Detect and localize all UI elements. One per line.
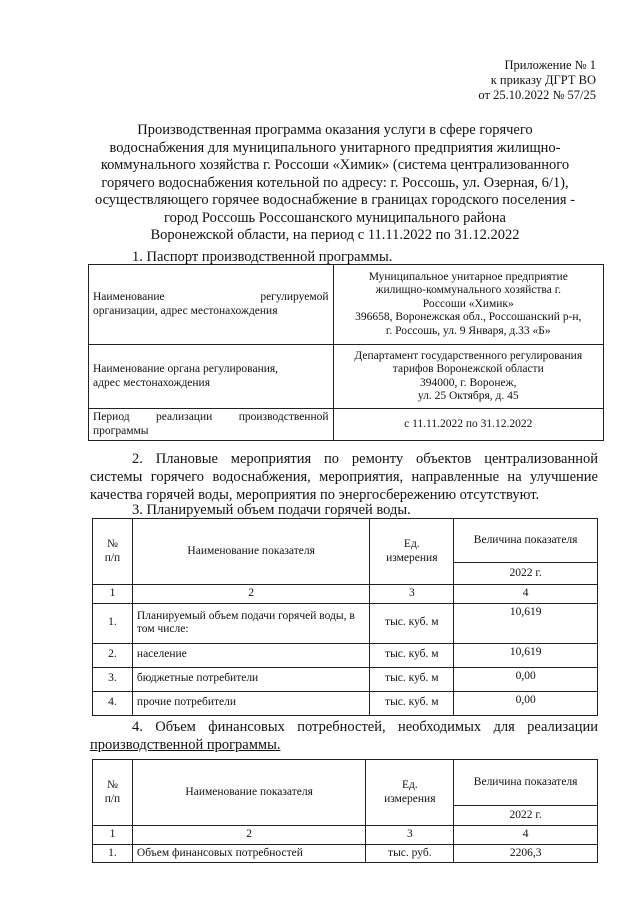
row-name: прочие потребители bbox=[132, 691, 369, 715]
appendix-line: к приказу ДГРТ ВО bbox=[490, 73, 596, 87]
column-number-row bbox=[93, 585, 598, 604]
para-line: системы горячего водоснабжения, мероприятия, направленные на улучшение bbox=[90, 469, 598, 485]
table-row bbox=[93, 844, 598, 863]
row-value: 0,00 bbox=[454, 667, 598, 691]
row-name: Объем финансовых потребностей bbox=[132, 844, 365, 863]
column-number: 4 bbox=[454, 826, 598, 845]
row-unit: тыс. куб. м bbox=[370, 603, 454, 643]
row-unit: тыс. куб. м bbox=[370, 643, 454, 667]
header-cell-unit: Ед. измерения bbox=[370, 519, 454, 585]
header-cell-year: 2022 г. bbox=[454, 563, 598, 585]
header-cell-number: № п/п bbox=[93, 519, 133, 585]
cell-text: адрес местонахождения bbox=[93, 376, 211, 389]
title-line: Производственная программа оказания услуги в сфере горячего bbox=[137, 122, 533, 138]
row-number: 1. bbox=[93, 603, 133, 643]
row-value: 10,619 bbox=[454, 643, 598, 667]
table-row bbox=[93, 667, 598, 691]
row-value: 0,00 bbox=[454, 691, 598, 715]
table-row bbox=[93, 691, 598, 715]
title-line: водоснабжения для муниципального унитарного предприятия жилищно- bbox=[109, 139, 561, 156]
para-line: 4. Объем финансовых потребностей, необходимых для реализации bbox=[132, 719, 598, 735]
row-unit: тыс. куб. м bbox=[370, 691, 454, 715]
section2-text bbox=[90, 450, 598, 504]
row-name: население bbox=[132, 643, 369, 667]
row-name: бюджетные потребители bbox=[132, 667, 369, 691]
table-header-row bbox=[93, 519, 598, 563]
row-number: 1. bbox=[93, 844, 133, 863]
table-cell bbox=[89, 345, 334, 409]
finance-table bbox=[92, 759, 598, 863]
column-number: 3 bbox=[370, 585, 454, 604]
row-number: 2. bbox=[93, 643, 133, 667]
table-row bbox=[89, 409, 604, 441]
title-line: город Россошь Россошанского муниципального района bbox=[163, 209, 506, 226]
section3-heading: 3. Планируемый объем подачи горячей воды. bbox=[132, 502, 411, 518]
header-cell-number: № п/п bbox=[93, 760, 133, 826]
table-row bbox=[93, 643, 598, 667]
header-cell-unit: Ед. измерения bbox=[366, 760, 454, 826]
row-value: 10,619 bbox=[454, 603, 598, 643]
table-cell bbox=[333, 265, 603, 345]
cell-text: 396658, Воронежская обл., Россошанский р-н, bbox=[355, 311, 582, 324]
appendix-note bbox=[478, 58, 596, 103]
appendix-line: Приложение № 1 bbox=[504, 58, 596, 72]
header-cell-name: Наименование показателя bbox=[132, 760, 365, 826]
cell-text: организации, адрес местонахождения bbox=[93, 304, 278, 317]
header-cell-value: Величина показателя bbox=[454, 519, 598, 563]
cell-text: программы bbox=[93, 424, 149, 437]
section4-text bbox=[90, 718, 598, 754]
cell-text: Наименование органа регулирования, bbox=[93, 363, 279, 375]
section1-heading: 1. Паспорт производственной программы. bbox=[132, 249, 393, 265]
row-unit: тыс. куб. м bbox=[370, 667, 454, 691]
cell-text: с 11.11.2022 по 31.12.2022 bbox=[404, 417, 533, 430]
column-number-row bbox=[93, 826, 598, 845]
cell-text: Период реализации производственной bbox=[93, 411, 329, 423]
header-cell-year: 2022 г. bbox=[454, 806, 598, 826]
row-unit: тыс. руб. bbox=[366, 844, 454, 863]
row-number: 3. bbox=[93, 667, 133, 691]
cell-text: жилищно-коммунального хозяйства г. bbox=[375, 284, 561, 297]
header-cell-name: Наименование показателя bbox=[132, 519, 369, 585]
table-cell bbox=[333, 409, 603, 441]
cell-text: Россоши «Химик» bbox=[422, 297, 514, 310]
row-number: 4. bbox=[93, 691, 133, 715]
title-line: горячего водоснабжения котельной по адресу: г. Россошь, ул. Озерная, 6/1), bbox=[101, 174, 569, 191]
table-cell bbox=[89, 409, 334, 441]
row-name: Планируемый объем подачи горячей воды, в том числе: bbox=[132, 603, 369, 643]
table-row bbox=[89, 345, 604, 409]
column-number: 1 bbox=[93, 585, 133, 604]
cell-text: ул. 25 Октября, д. 45 bbox=[417, 390, 519, 402]
cell-text: Наименование регулируемой bbox=[93, 291, 329, 303]
row-value: 2206,3 bbox=[454, 844, 598, 863]
volume-table bbox=[92, 518, 598, 716]
para-line: качества горячей воды, мероприятия по энергосбережению отсутствуют. bbox=[90, 487, 540, 503]
title-line: Воронежской области, на период с 11.11.2022 по 31.12.2022 bbox=[150, 227, 520, 243]
passport-table bbox=[88, 264, 604, 441]
title-line: коммунального хозяйства г. Россоши «Химик» (система централизованного bbox=[100, 157, 570, 173]
table-row bbox=[93, 603, 598, 643]
cell-text: Муниципальное унитарное предприятие bbox=[368, 270, 568, 283]
column-number: 2 bbox=[132, 826, 365, 845]
column-number: 2 bbox=[132, 585, 369, 604]
column-number: 1 bbox=[93, 826, 133, 845]
table-header-row bbox=[93, 760, 598, 806]
cell-text: Департамент государственного регулирования bbox=[354, 349, 583, 362]
table-row bbox=[89, 265, 604, 345]
cell-text: г. Россошь, ул. 9 Января, д.33 «Б» bbox=[385, 324, 551, 337]
table-cell bbox=[89, 265, 334, 345]
cell-text: тарифов Воронежской области bbox=[392, 363, 544, 375]
appendix-line: от 25.10.2022 № 57/25 bbox=[478, 88, 596, 102]
table-cell bbox=[333, 345, 603, 409]
para-line: производственной программы. bbox=[90, 737, 281, 753]
column-number: 4 bbox=[454, 585, 598, 604]
cell-text: 394000, г. Воронеж, bbox=[420, 376, 517, 389]
para-line: 2. Плановые мероприятия по ремонту объектов централизованной bbox=[132, 451, 598, 467]
header-cell-value: Величина показателя bbox=[454, 760, 598, 806]
column-number: 3 bbox=[366, 826, 454, 845]
title-line: осуществляющего горячее водоснабжение в границах городского поселения - bbox=[94, 192, 576, 208]
document-title bbox=[80, 122, 590, 245]
